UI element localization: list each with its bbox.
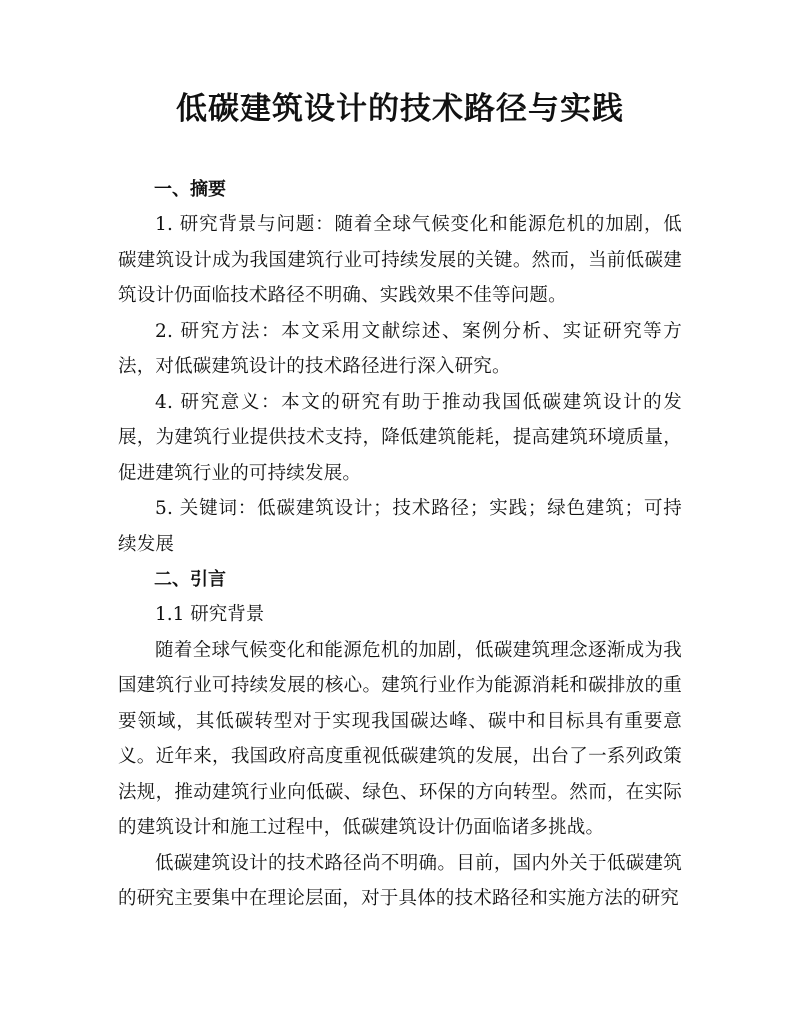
document-title: 低碳建筑设计的技术路径与实践 (176, 91, 624, 127)
introduction-paragraph: 低碳建筑设计的技术路径尚不明确。目前，国内外关于低碳建筑的研究主要集中在理论层面，对于具体的技术路径和实施方法的研究 (118, 852, 682, 909)
document-page (118, 84, 682, 917)
abstract-section (118, 172, 682, 562)
abstract-heading: 一、摘要 (154, 179, 226, 200)
abstract-item-method: 2. 研究方法：本文采用文献综述、案例分析、实证研究等方法，对低碳建筑设计的技术路径进行深入研究。 (118, 320, 682, 377)
abstract-item-background: 1. 研究背景与问题：随着全球气候变化和能源危机的加剧，低碳建筑设计成为我国建筑行业可持续发展的关键。然而，当前低碳建筑设计仍面临技术路径不明确、实践效果不佳等问题。 (118, 214, 682, 306)
introduction-section (118, 562, 682, 917)
abstract-item-keywords: 5. 关键词：低碳建筑设计；技术路径；实践；绿色建筑；可持续发展 (118, 498, 682, 555)
introduction-heading: 二、引言 (154, 569, 226, 590)
abstract-item-significance: 4. 研究意义：本文的研究有助于推动我国低碳建筑设计的发展，为建筑行业提供技术支持，降低建筑能耗，提高建筑环境质量，促进建筑行业的可持续发展。 (118, 391, 682, 484)
introduction-paragraph: 随着全球气候变化和能源危机的加剧，低碳建筑理念逐渐成为我国建筑行业可持续发展的核心。建筑行业作为能源消耗和碳排放的重要领域，其低碳转型对于实现我国碳达峰、碳中和目标具有重要意义。近年来，我国政府高度重视低碳建筑的发展，出台了一系列政策法规，推动建筑行业向低碳、绿色、环保的方向转型。然而，在实际的建筑设计和施工过程中，低碳建筑设计仍面临诸多挑战。 (118, 639, 682, 838)
background-subheading: 1.1 研究背景 (155, 604, 265, 625)
